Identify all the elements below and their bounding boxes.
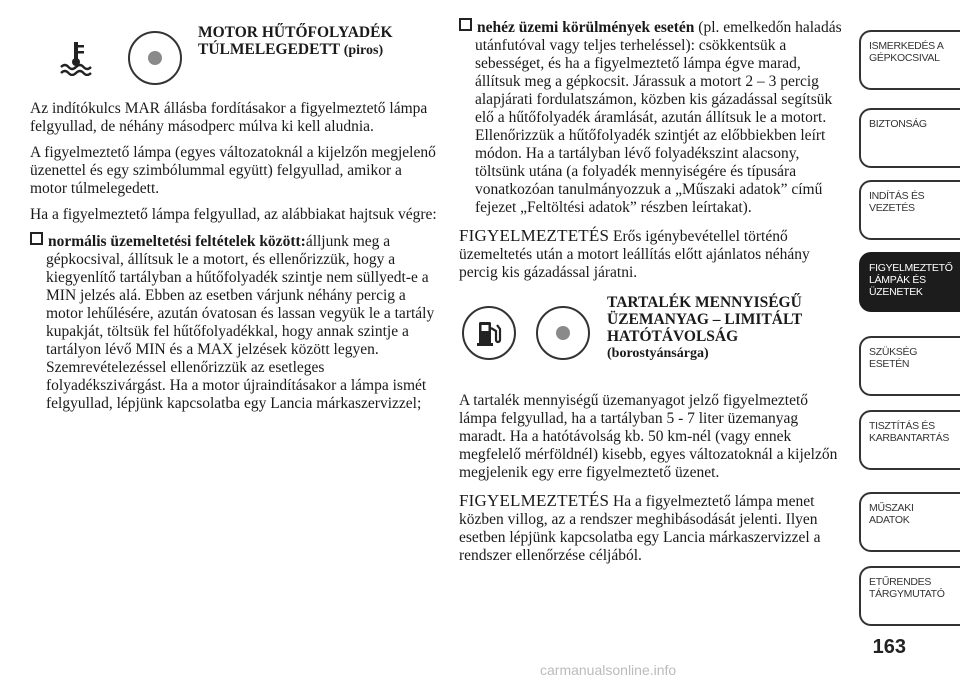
lamp-dot <box>148 51 162 65</box>
warning-title: FIGYELMEZTETÉS <box>459 491 610 510</box>
checkbox-bullet-icon <box>30 232 43 245</box>
warning-title: FIGYELMEZTETÉS <box>459 226 610 245</box>
warning-note: FIGYELMEZTETÉS Ha a figyelmeztető lámpa menet közben villog, az a rendszer meghibásodását jelenti. Ilyen esetben lépjünk kapcsolatba egy Lancia márkaszervizzel a rendszer ellenőrzése céljából. <box>459 491 821 564</box>
tab-figyelmezteto[interactable]: FIGYELMEZTETŐ LÁMPÁK ÉS ÜZENETEK <box>859 252 960 312</box>
paragraph: A tartalék mennyiségű üzemanyagot jelző figyelmeztető lámpa felgyullad, ha a tartályban 5 - 7 liter üzemanyag maradt. Ha a hatótávolság kb. 50 km-nél (vagy ennek megfelelő mérföldnél) kisebb, egyes változatoknál a kijelzőn megjelenik egy erre figyelmeztető üzenet. <box>459 392 838 481</box>
tab-targymutato[interactable]: ETŰRENDES TÁRGYMUTATÓ <box>859 566 960 626</box>
fuel-heading: TARTALÉK MENNYISÉGŰ ÜZEMANYAG – LIMITÁLT HATÓTÁVOLSÁG (borostyánsárga) <box>607 294 802 361</box>
right-column <box>459 18 844 573</box>
lamp-dot <box>556 326 570 340</box>
fuel-pump-icon <box>476 319 504 347</box>
checkbox-bullet-icon <box>459 18 472 31</box>
bullet-normal-conditions: normális üzemeltetési feltételek között:álljunk meg a gépkocsival, állítsuk le a motort, és ellenőrizzük, hogy a kiegyenlítő tartályban a hűtőfolyadék szintje nem süllyedt-e a MIN jelzés alá. Ebben az esetben várjunk néhány percig a motor lehűlésére, azután óvatosan és lassan vegyük le a tartály kupakját, töltsük fel hűtőfolyadékkal, hogy annak szintje a tartályon lévő MIN és a MAX jelzések között legyen. Szemrevételezéssel ellenőrizzük az esetleges folyadékszivárgást. Ha a motor újraindításakor a lámpa ismét felgyullad, lépjünk kapcsolatba egy Lancia márkaszervizzel; <box>30 232 440 413</box>
tab-ismerkedes[interactable]: ISMERKEDÉS A GÉPKOCSIVAL <box>859 30 960 90</box>
coolant-temperature-icon <box>58 40 94 76</box>
coolant-warning-header <box>30 18 440 96</box>
tab-inditas[interactable]: INDÍTÁS ÉS VEZETÉS <box>859 180 960 240</box>
chapter-tabs <box>857 0 960 686</box>
paragraph: Az indítókulcs MAR állásba fordításakor a figyelmeztető lámpa felgyullad, de néhány másodperc múlva ki kell aludnia. <box>30 100 428 135</box>
page-number: 163 <box>872 636 906 658</box>
left-column <box>30 18 440 421</box>
tab-tisztitas[interactable]: TISZTÍTÁS ÉS KARBANTARTÁS <box>859 410 960 470</box>
coolant-heading: MOTOR HŰTŐFOLYADÉK TÚLMELEGEDETT (piros) <box>198 24 393 58</box>
tab-biztonsag[interactable]: BIZTONSÁG <box>859 108 960 168</box>
paragraph: Ha a figyelmeztető lámpa felgyullad, az alábbiakat hajtsuk végre: <box>30 206 437 223</box>
paragraph: A figyelmeztető lámpa (egyes változatoknál a kijelzőn megjelenő üzenettel és egy szimbólummal együtt) felgyullad, amikor a motor túlmelegedett. <box>30 144 436 197</box>
warning-note: FIGYELMEZTETÉS Erős igénybevétellel történő üzemeltetés után a motort leállítás előtt ajánlatos néhány percig kis gázadással járatni. <box>459 226 810 281</box>
bullet-heavy-conditions: nehéz üzemi körülmények esetén (pl. emelkedőn haladás utánfutóval vagy teljes terheléssel): csökkentsük a sebességet, és ha a figyelmeztető lámpa égve marad, állítsuk meg a gépkocsit. Járassuk a motort 2 – 3 percig alapjárati fordulatszámon, közben kis gázadással segítsük elő a hűtőfolyadék áramlását, azután állítsuk le a motort. Ellenőrizzük a hűtőfolyadék szintjét az előbbiekben leírt módon. Ha a tartályban lévő folyadékszint alacsony, töltsünk utána (a folyadék mennyiségére és típusára vonatkozóan tanulmányozzuk a „Műszaki adatok” című fejezet „Feltöltési adatok” részben leírtakat). <box>459 18 844 217</box>
warning-lamp-indicator <box>128 31 182 85</box>
warning-lamp-indicator <box>536 306 590 360</box>
tab-muszaki[interactable]: MŰSZAKI ADATOK <box>859 492 960 552</box>
watermark: carmanualsonline.info <box>540 662 677 678</box>
fuel-warning-header <box>459 292 844 392</box>
tab-szukseg[interactable]: SZÜKSÉG ESETÉN <box>859 336 960 396</box>
